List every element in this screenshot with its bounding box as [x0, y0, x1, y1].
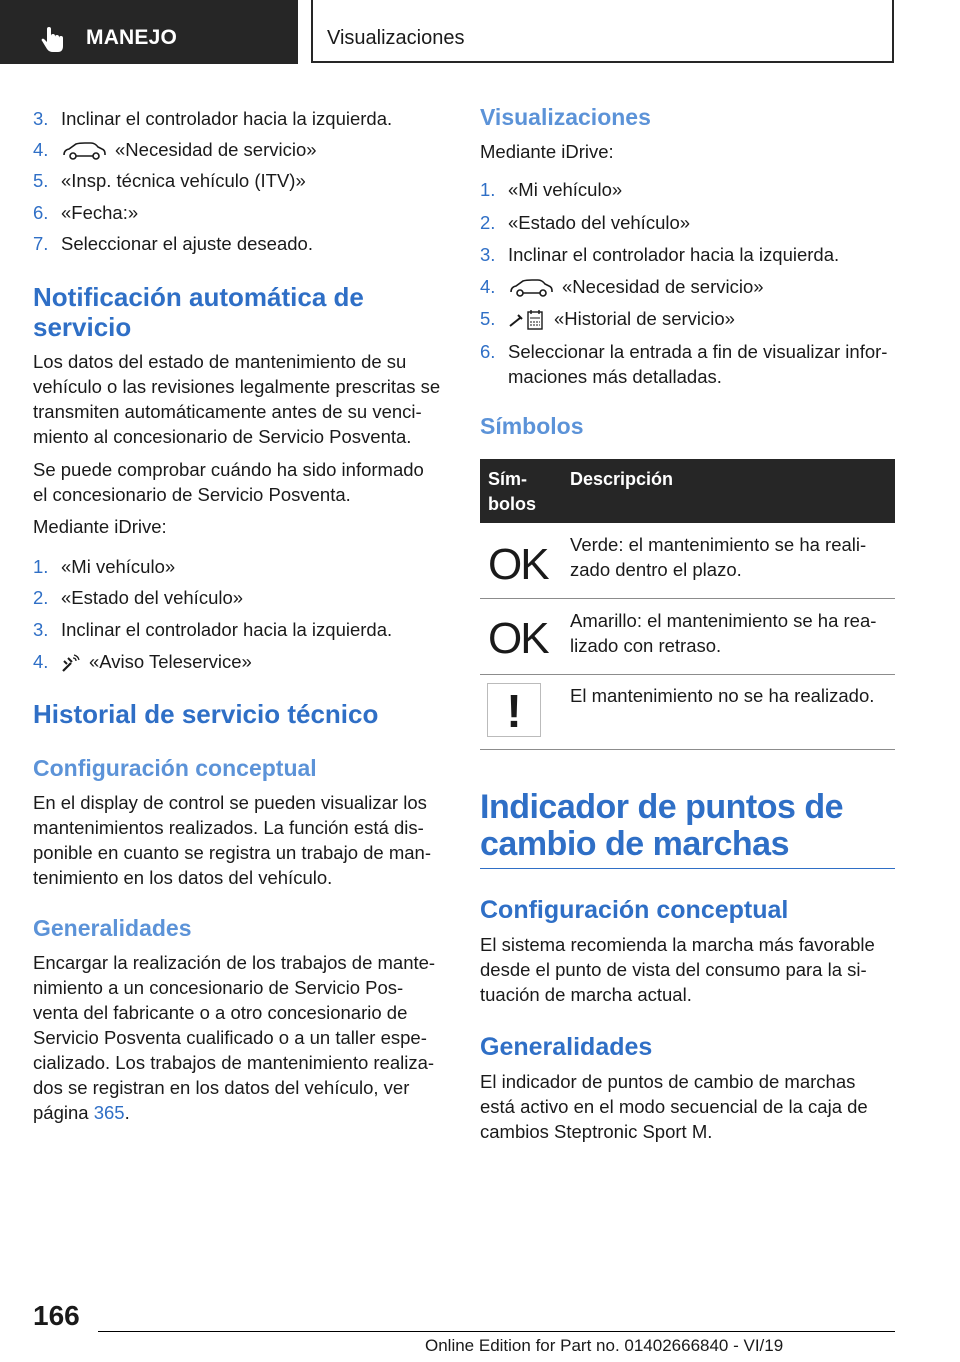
paragraph: Mediante iDrive:: [33, 516, 167, 537]
paragraph: En el display de control se pueden visualizar los mantenimientos realizados. La función está dis- ponible en cuanto se registra un trabajo de man- tenimiento en los datos del vehículo.: [33, 792, 432, 888]
paragraph: Se puede comprobar cuándo ha sido informado el concesionario de Servicio Posventa.: [33, 459, 424, 505]
service-history-icon: [508, 309, 546, 331]
page-link[interactable]: 365: [93, 1102, 125, 1123]
paragraph: Los datos del estado de mantenimiento de su vehículo o las revisiones legalmente prescritas se transmiten automáticamente antes de su venci- miento al concesionario de Servicio Posventa.: [33, 351, 441, 447]
heading-generalidades: Generalidades: [480, 1033, 653, 1061]
paragraph: El sistema recomienda la marcha más favorable desde el punto de vista del consumo para la si- tuación de marcha actual.: [480, 934, 875, 1005]
teleservice-icon: [61, 653, 81, 673]
heading-simbolos: Símbolos: [480, 413, 584, 439]
paragraph: Encargar la realización de los trabajos de mante- nimiento a un concesionario de Servicio Pos- venta del fabricante o a otro concesionario de Servicio Posventa cualificado o a un taller espe- cializado. Los trabajos de mantenimiento realiza- dos se registran en los datos del vehículo, ver página 365.: [33, 952, 436, 1123]
heading-configuracion: Configuración conceptual: [480, 896, 789, 924]
footer-rule: [98, 1331, 895, 1332]
chapter-tab: [311, 0, 894, 63]
edition-note: Online Edition for Part no. 01402666840 - VI/19: [425, 1336, 784, 1355]
page-number: 166: [33, 1300, 80, 1331]
ok-yellow-symbol: OK: [488, 614, 548, 663]
heading-generalidades: Generalidades: [33, 915, 192, 941]
heading-visualizaciones: Visualizaciones: [480, 104, 651, 130]
car-icon: [508, 278, 554, 298]
chapter-title: Visualizaciones: [327, 27, 465, 49]
heading-historial: Historial de servicio técnico: [33, 699, 379, 729]
paragraph: El indicador de puntos de cambio de marchas está activo en el modo secuencial de la caja de cambios Steptronic Sport M.: [480, 1071, 868, 1142]
section-title: MANEJO: [86, 26, 178, 49]
list-item-continuation: maciones más detalladas.: [508, 366, 722, 387]
paragraph: Mediante iDrive:: [480, 141, 614, 162]
heading-configuracion: Configuración conceptual: [33, 755, 317, 781]
heading-notificacion: Notificación automática de servicio: [33, 282, 364, 342]
car-icon: [61, 141, 107, 161]
warning-symbol: !: [487, 683, 541, 737]
table-header: Sím- bolos Descripción: [480, 459, 895, 523]
divider: [480, 868, 895, 869]
hand-icon: [40, 27, 66, 53]
ok-green-symbol: OK: [488, 540, 548, 589]
heading-indicador: Indicador de puntos de cambio de marchas: [480, 788, 844, 863]
section-tab: [0, 0, 298, 64]
